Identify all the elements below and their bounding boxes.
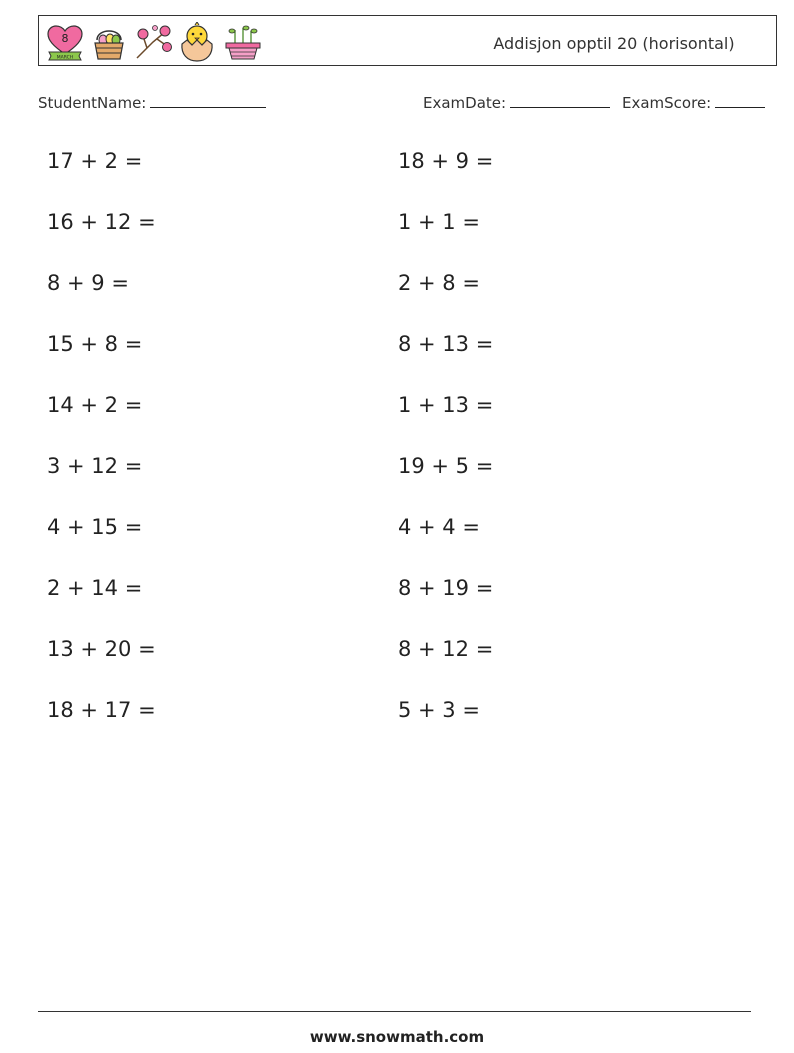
worksheet-header [38,15,777,66]
exam-score-field [622,93,765,112]
cherry-blossom-icon [133,22,173,62]
problem-left: 2 + 14 = [47,576,143,600]
problem-left: 15 + 8 = [47,332,143,356]
problem-right: 5 + 3 = [398,698,480,722]
problem-right: 4 + 4 = [398,515,480,539]
problem-right: 1 + 1 = [398,210,480,234]
heart-number: 8 [61,32,69,45]
problem-left: 17 + 2 = [47,149,143,173]
exam-date-label: ExamDate: [423,94,507,112]
student-name-label: StudentName: [38,94,147,112]
problem-right: 19 + 5 = [398,454,494,478]
student-name-blank[interactable] [150,93,266,108]
problem-right: 8 + 13 = [398,332,494,356]
footer-site-link[interactable]: www.snowmath.com [309,1028,485,1046]
problem-right: 8 + 19 = [398,576,494,600]
exam-date-blank[interactable] [510,93,610,108]
seedling-pot-icon [223,22,263,62]
problem-left: 8 + 9 = [47,271,129,295]
heart-march-8-icon [45,22,85,62]
problem-left: 18 + 17 = [47,698,156,722]
exam-score-blank[interactable] [715,93,765,108]
problem-right: 2 + 8 = [398,271,480,295]
exam-date-field [423,93,610,112]
heart-banner-text: MARCH [56,55,74,61]
problem-right: 8 + 12 = [398,637,494,661]
easter-basket-icon [89,22,129,62]
problem-left: 14 + 2 = [47,393,143,417]
student-name-field [38,93,266,112]
problem-right: 1 + 13 = [398,393,494,417]
problem-left: 13 + 20 = [47,637,156,661]
problem-left: 16 + 12 = [47,210,156,234]
problem-left: 3 + 12 = [47,454,143,478]
footer-divider [38,1011,751,1012]
problem-right: 18 + 9 = [398,149,494,173]
worksheet-title: Addisjon opptil 20 (horisontal) [493,34,735,53]
chick-in-egg-icon [177,22,217,62]
problem-left: 4 + 15 = [47,515,143,539]
exam-score-label: ExamScore: [622,94,712,112]
